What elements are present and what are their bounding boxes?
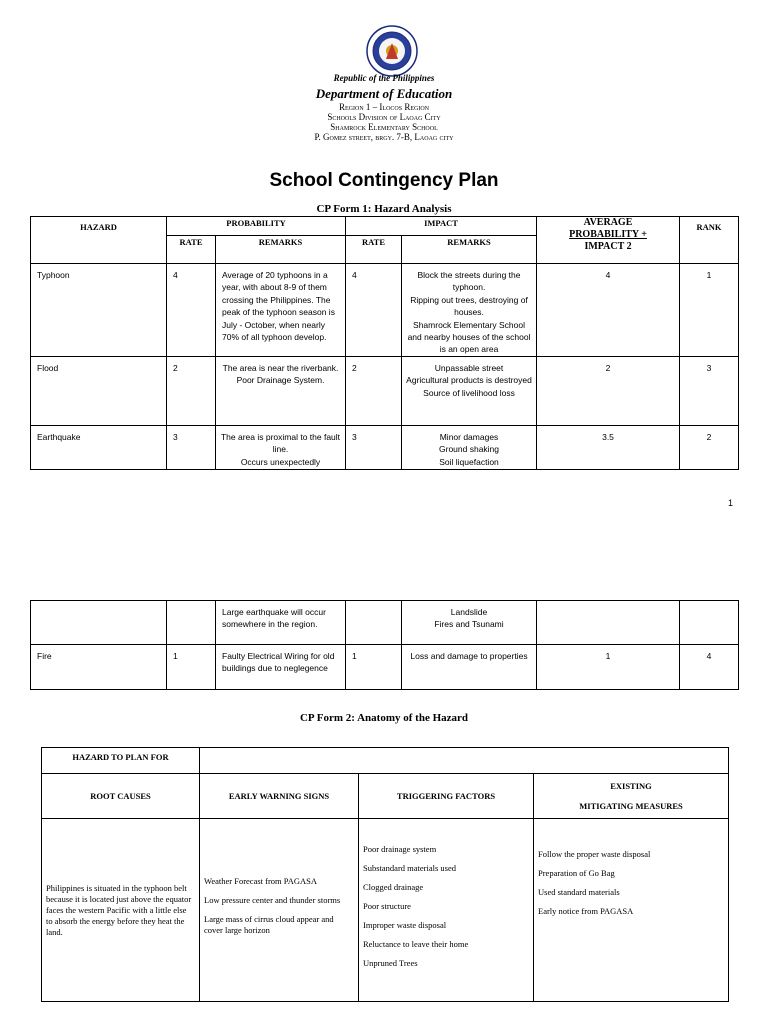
list-item: Weather Forecast from PAGASA: [204, 876, 318, 886]
division-line: Schools Division of Laoag City: [327, 112, 441, 122]
form2-title: CP Form 2: Anatomy of the Hazard: [299, 712, 469, 724]
cell-prob-rate: 1: [167, 645, 216, 690]
cell-average: 2: [537, 357, 680, 426]
cell-impact-rate: 1: [346, 645, 402, 690]
list-item: Improper waste disposal: [363, 919, 447, 930]
header-prob-remarks: REMARKS: [216, 236, 346, 264]
cell-prob-remarks: Faulty Electrical Wiring for old buildings due to neglegence: [216, 645, 346, 690]
table-row: [31, 601, 739, 645]
cell-impact-remarks: Unpassable street Agricultural products is destroyed Source of livelihood loss: [402, 357, 537, 426]
cell-prob-remarks: Average of 20 typhoons in a year, with about 8-9 of them crossing the Philippines. The peak of the typhoon season is July - October, when nearly 70% of all typhoon develop.: [216, 264, 346, 357]
cell-rank: [680, 601, 739, 645]
address-line: P. Gomez street, brgy. 7-B, Laoag city: [314, 132, 454, 142]
cell-rank: 3: [680, 357, 739, 426]
list-item: Follow the proper waste disposal: [538, 849, 651, 859]
header-probability: PROBABILITY: [167, 217, 346, 236]
cell-rank: 2: [680, 426, 739, 470]
cell-impact-rate: 4: [346, 264, 402, 357]
list-item: Unpruned Trees: [363, 957, 418, 968]
cell-hazard: Fire: [31, 645, 167, 690]
header-mitigating: EXISTING MITIGATING MEASURES: [534, 774, 729, 819]
hazard-analysis-table-continued: [30, 600, 739, 690]
cell-prob-rate: 4: [167, 264, 216, 357]
address-block: [0, 102, 768, 142]
cell-prob-remarks: The area is near the riverbank. Poor Drainage System.: [216, 357, 346, 426]
header-triggering: TRIGGERING FACTORS: [359, 774, 534, 819]
cell-prob-rate: 2: [167, 357, 216, 426]
cell-prob-remarks: Large earthquake will occur somewhere in the region.: [216, 601, 346, 645]
page-number: 1: [728, 498, 734, 508]
cell-impact-remarks: Minor damages Ground shaking Soil liquefaction: [402, 426, 537, 470]
cell-prob-rate: [167, 601, 216, 645]
cell-impact-rate: 2: [346, 357, 402, 426]
list-item: Early notice from PAGASA: [538, 906, 634, 916]
hazard-analysis-table: [30, 216, 739, 470]
header-hazard: HAZARD: [31, 217, 167, 264]
header-impact-rate: RATE: [346, 236, 402, 264]
list-item: Reluctance to leave their home: [363, 938, 469, 949]
cell-hazard: Typhoon: [31, 264, 167, 357]
table-row: [31, 426, 739, 470]
cell-impact-rate: [346, 601, 402, 645]
hazard-to-plan-label: HAZARD TO PLAN FOR: [42, 748, 200, 774]
cell-hazard: Earthquake: [31, 426, 167, 470]
list-item: Preparation of Go Bag: [538, 868, 615, 878]
list-item: Substandard materials used: [363, 862, 457, 873]
hazard-anatomy-table: [41, 747, 729, 1002]
cell-prob-remarks: The area is proximal to the fault line. Occurs unexpectedly: [216, 426, 346, 470]
table-row: [31, 357, 739, 426]
cell-rank: 4: [680, 645, 739, 690]
list-item: Poor drainage system: [363, 843, 437, 854]
header-early-warning: EARLY WARNING SIGNS: [200, 774, 359, 819]
cell-average: [537, 601, 680, 645]
header-impact: IMPACT: [346, 217, 537, 236]
cell-impact-remarks: Landslide Fires and Tsunami: [402, 601, 537, 645]
cell-average: 4: [537, 264, 680, 357]
root-causes-cell: Philippines is situated in the typhoon belt because it is located just above the equator faces the western Pacific with a little else to absorb the energy before they heat the land.: [42, 819, 200, 1002]
list-item: Used standard materials: [538, 887, 620, 897]
cell-impact-remarks: Loss and damage to properties: [402, 645, 537, 690]
early-warning-cell: [200, 819, 359, 1002]
mitigating-cell: [534, 819, 729, 1002]
list-item: Large mass of cirrus cloud appear and cover large horizon: [204, 914, 334, 935]
hazard-to-plan-value: [200, 748, 729, 774]
list-item: Low pressure center and thunder storms: [204, 895, 341, 905]
table-row: [31, 264, 739, 357]
header-rank: RANK: [680, 217, 739, 264]
list-item: Poor structure: [363, 900, 411, 911]
department-line: Department of Education: [315, 86, 453, 101]
deped-seal-logo: [366, 25, 418, 77]
school-line: Shamrock Elementary School: [330, 122, 438, 132]
region-line: Region 1 – Ilocos Region: [339, 102, 429, 112]
cell-impact-rate: 3: [346, 426, 402, 470]
table-row: [31, 645, 739, 690]
form1-title: CP Form 1: Hazard Analysis: [316, 203, 452, 215]
header-root-causes: ROOT CAUSES: [42, 774, 200, 819]
cell-rank: 1: [680, 264, 739, 357]
header-average: AVERAGE PROBABILITY + IMPACT 2: [537, 217, 680, 264]
cell-prob-rate: 3: [167, 426, 216, 470]
cell-hazard: Flood: [31, 357, 167, 426]
cell-hazard: [31, 601, 167, 645]
cell-average: 1: [537, 645, 680, 690]
list-item: Clogged drainage: [363, 881, 424, 892]
triggering-cell: [359, 819, 534, 1002]
republic-line: Republic of the Philippines: [333, 73, 435, 83]
cell-average: 3.5: [537, 426, 680, 470]
cell-impact-remarks: Block the streets during the typhoon. Ripping out trees, destroying of houses. Shamrock Elementary School and nearby houses of the school is an open area: [402, 264, 537, 357]
header-prob-rate: RATE: [167, 236, 216, 264]
page-title: School Contingency Plan: [269, 170, 499, 191]
header-impact-remarks: REMARKS: [402, 236, 537, 264]
